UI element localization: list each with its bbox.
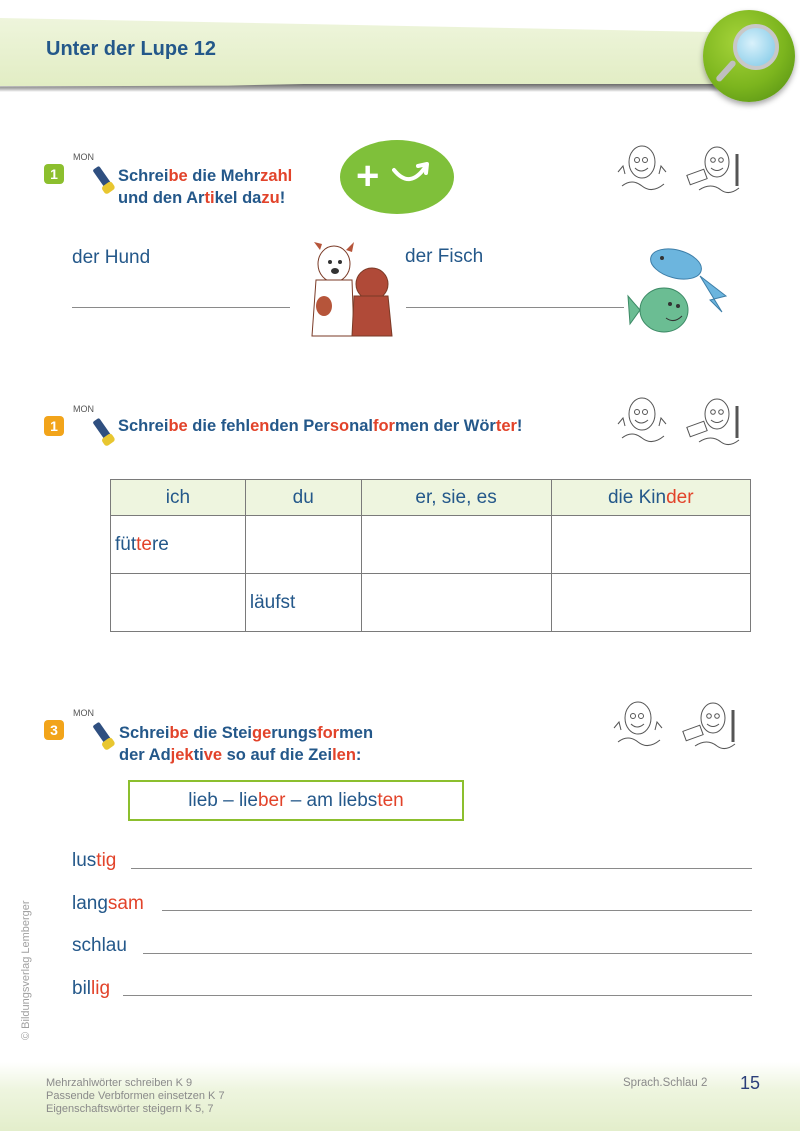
copyright-text: © Bildungsverlag Lemberger (20, 900, 32, 1040)
dogs-illustration (294, 236, 404, 340)
answer-line-langsam[interactable] (162, 910, 752, 911)
magnifier-lens (733, 24, 779, 70)
answer-line-billig[interactable] (123, 995, 752, 996)
table-cell-empty[interactable] (361, 574, 551, 632)
task-1-line-1: Schreibe die Mehrzahl (118, 167, 293, 185)
column-header-er-sie-es: er, sie, es (361, 480, 551, 516)
task-2-line-1: Schreibe die fehlenden Personalformen der Wörter! (118, 417, 523, 435)
table-cell-laeufst: läufst (245, 574, 361, 632)
column-header-du: du (245, 480, 361, 516)
book-title: Sprach.Schlau 2 (623, 1077, 708, 1089)
octopus-thumbs-up-icon (608, 698, 668, 756)
column-header-die-kinder: die Kinder (551, 480, 750, 516)
magnifier-handle (715, 59, 737, 82)
pencil-icon (92, 722, 111, 745)
footer-references (46, 1077, 225, 1116)
word-der-hund: der Hund (72, 247, 151, 268)
answer-line-hund[interactable] (72, 307, 290, 308)
table-cell-empty[interactable] (245, 516, 361, 574)
answer-line-lustig[interactable] (131, 868, 752, 869)
table-cell-empty[interactable] (551, 574, 750, 632)
footer-ref: Passende Verbformen einsetzen K 7 (46, 1090, 225, 1102)
adjective-billig: billig (72, 978, 111, 999)
page-number: 15 (740, 1073, 761, 1093)
task-3-line-1: Schreibe die Steigerungsformen (119, 724, 374, 742)
table-row (111, 574, 751, 632)
table-cell-empty[interactable] (361, 516, 551, 574)
adjective-lustig: lustig (72, 850, 117, 871)
task-1-line-2: und den Artikel dazu! (118, 189, 286, 207)
task-3-mon-label: MON (73, 708, 94, 718)
curved-arrow-icon (392, 160, 432, 188)
pencil-icon (92, 166, 111, 189)
table-header-row (111, 480, 751, 516)
example-box: lieb – lieber – am liebsten (128, 780, 464, 821)
table-cell-empty[interactable] (111, 574, 246, 632)
octopus-thumbs-up-icon (612, 394, 672, 452)
plus-arrow-icon: + (340, 140, 454, 214)
answer-line-fisch[interactable] (406, 307, 624, 308)
page-title: Unter der Lupe 12 (46, 38, 217, 60)
octopus-thumbs-up-icon (612, 142, 672, 200)
task-2-instruction (118, 415, 522, 437)
magnifier-icon (703, 10, 795, 102)
task-1-number-badge: 1 (44, 164, 64, 184)
adjective-schlau: schlau (72, 935, 127, 956)
task-2-number-badge: 1 (44, 416, 64, 436)
octopus-writing-icon (685, 142, 745, 200)
column-header-ich: ich (111, 480, 246, 516)
adjective-langsam: langsam (72, 893, 144, 914)
table-cell-empty[interactable] (551, 516, 750, 574)
answer-line-schlau[interactable] (143, 953, 752, 954)
table-row (111, 516, 751, 574)
pencil-icon (92, 418, 111, 441)
fish-illustration (626, 240, 736, 340)
table-cell-fuettere: füttere (111, 516, 246, 574)
octopus-writing-icon (685, 394, 745, 452)
task-3-number-badge: 3 (44, 720, 64, 740)
word-der-fisch: der Fisch (405, 246, 484, 267)
task-3-instruction (119, 722, 373, 766)
octopus-writing-icon (681, 698, 741, 756)
footer-ref: Mehrzahlwörter schreiben K 9 (46, 1077, 193, 1089)
task-1-instruction (118, 165, 292, 209)
footer-ref: Eigenschaftswörter steigern K 5, 7 (46, 1103, 214, 1115)
task-1-mon-label: MON (73, 152, 94, 162)
personal-forms-table (110, 479, 751, 632)
task-2-mon-label: MON (73, 404, 94, 414)
task-3-line-2: der Adjektive so auf die Zeilen: (119, 746, 362, 764)
